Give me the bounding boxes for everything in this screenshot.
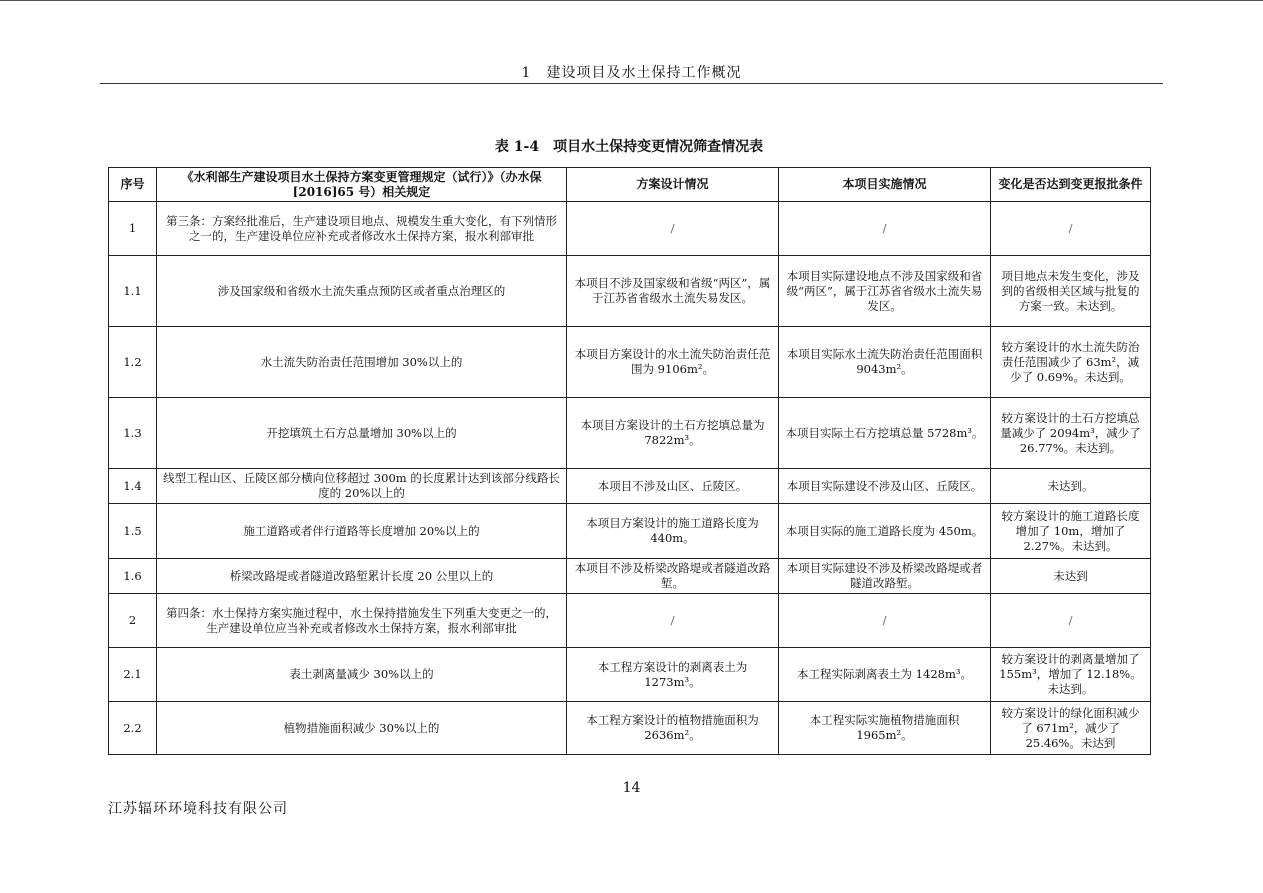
table-header-row — [109, 168, 1151, 202]
row-index-cell: 2 — [109, 594, 157, 648]
row-actual-cell: 本工程实际实施植物措施面积 1965m²。 — [779, 702, 991, 755]
row-condition-cell: 较方案设计的绿化面积减少了 671m²，减少了 25.46%。未达到 — [991, 702, 1151, 755]
screening-table — [108, 167, 1151, 755]
row-design-cell: 本项目不涉及桥梁改路堤或者隧道改路堑。 — [567, 559, 779, 594]
row-actual-cell: 本项目实际建设不涉及山区、丘陵区。 — [779, 469, 991, 504]
row-regulation-cell: 桥梁改路堤或者隧道改路堑累计长度 20 公里以上的 — [157, 559, 567, 594]
row-actual-cell: 本项目实际建设不涉及桥梁改路堤或者隧道改路堑。 — [779, 559, 991, 594]
row-regulation-cell: 施工道路或者伴行道路等长度增加 20%以上的 — [157, 504, 567, 559]
row-index-cell: 1.4 — [109, 469, 157, 504]
table-row — [109, 648, 1151, 702]
table-row — [109, 202, 1151, 256]
row-actual-cell: 本项目实际的施工道路长度为 450m。 — [779, 504, 991, 559]
row-condition-cell: 未达到。 — [991, 469, 1151, 504]
row-regulation-cell: 水土流失防治责任范围增加 30%以上的 — [157, 327, 567, 398]
row-condition-cell: 项目地点未发生变化，涉及到的省级相关区域与批复的方案一致。未达到。 — [991, 256, 1151, 327]
row-regulation-cell: 涉及国家级和省级水土流失重点预防区或者重点治理区的 — [157, 256, 567, 327]
table-row — [109, 559, 1151, 594]
table-caption: 表 1-4 项目水土保持变更情况筛查情况表 — [494, 139, 764, 155]
row-regulation-cell: 植物措施面积减少 30%以上的 — [157, 702, 567, 755]
row-condition-cell: 较方案设计的剥离量增加了 155m³，增加了 12.18%。未达到。 — [991, 648, 1151, 702]
row-actual-cell: 本项目实际水土流失防治责任范围面积 9043m²。 — [779, 327, 991, 398]
row-condition-cell: / — [991, 202, 1151, 256]
table-row — [109, 469, 1151, 504]
table-row — [109, 398, 1151, 469]
row-regulation-cell: 线型工程山区、丘陵区部分横向位移超过 300m 的长度累计达到该部分线路长度的 20%以上的 — [157, 469, 567, 504]
row-index-cell: 1.5 — [109, 504, 157, 559]
row-design-cell: / — [567, 202, 779, 256]
table-row — [109, 504, 1151, 559]
row-actual-cell: 本项目实际土石方挖填总量 5728m³。 — [779, 398, 991, 469]
col-header-condition: 变化是否达到变更报批条件 — [991, 168, 1151, 202]
col-header-actual: 本项目实施情况 — [779, 168, 991, 202]
table-row — [109, 702, 1151, 755]
row-actual-cell: 本项目实际建设地点不涉及国家级和省级“两区”，属于江苏省省级水土流失易发区。 — [779, 256, 991, 327]
row-condition-cell: / — [991, 594, 1151, 648]
row-regulation-cell: 表土剥离量减少 30%以上的 — [157, 648, 567, 702]
row-index-cell: 1.6 — [109, 559, 157, 594]
row-condition-cell: 较方案设计的土石方挖填总量减少了 2094m³，减少了 26.77%。未达到。 — [991, 398, 1151, 469]
row-regulation-cell: 第三条：方案经批准后，生产建设项目地点、规模发生重大变化，有下列情形之一的，生产建设单位应补充或者修改水土保持方案，报水利部审批 — [157, 202, 567, 256]
row-index-cell: 1.2 — [109, 327, 157, 398]
row-design-cell: 本项目不涉及山区、丘陵区。 — [567, 469, 779, 504]
row-design-cell: 本项目不涉及国家级和省级“两区”，属于江苏省省级水土流失易发区。 — [567, 256, 779, 327]
page-number: 14 — [622, 780, 641, 796]
row-actual-cell: / — [779, 202, 991, 256]
row-index-cell: 2.1 — [109, 648, 157, 702]
row-actual-cell: / — [779, 594, 991, 648]
footer-company: 江苏辐环环境科技有限公司 — [108, 801, 288, 817]
row-index-cell: 2.2 — [109, 702, 157, 755]
row-design-cell: 本工程方案设计的植物措施面积为 2636m²。 — [567, 702, 779, 755]
running-header: 1 建设项目及水土保持工作概况 — [521, 65, 742, 81]
row-condition-cell: 较方案设计的水土流失防治责任范围减少了 63m²，减少了 0.69%。未达到。 — [991, 327, 1151, 398]
row-design-cell: / — [567, 594, 779, 648]
header-rule — [100, 83, 1163, 84]
table-row — [109, 327, 1151, 398]
row-condition-cell: 未达到 — [991, 559, 1151, 594]
table-row — [109, 594, 1151, 648]
top-border-line — [0, 0, 1263, 1]
row-regulation-cell: 第四条：水土保持方案实施过程中，水土保持措施发生下列重大变更之一的，生产建设单位应当补充或者修改水土保持方案，报水利部审批 — [157, 594, 567, 648]
col-header-regulation: 《水利部生产建设项目水土保持方案变更管理规定（试行）》（办水保[2016]65 号）相关规定 — [157, 168, 567, 202]
row-condition-cell: 较方案设计的施工道路长度增加了 10m，增加了 2.27%。未达到。 — [991, 504, 1151, 559]
row-design-cell: 本项目方案设计的土石方挖填总量为 7822m³。 — [567, 398, 779, 469]
row-regulation-cell: 开挖填筑土石方总量增加 30%以上的 — [157, 398, 567, 469]
row-index-cell: 1 — [109, 202, 157, 256]
row-index-cell: 1.3 — [109, 398, 157, 469]
table-row — [109, 256, 1151, 327]
row-design-cell: 本项目方案设计的水土流失防治责任范围为 9106m²。 — [567, 327, 779, 398]
row-design-cell: 本项目方案设计的施工道路长度为 440m。 — [567, 504, 779, 559]
row-design-cell: 本工程方案设计的剥离表土为 1273m³。 — [567, 648, 779, 702]
col-header-design: 方案设计情况 — [567, 168, 779, 202]
col-header-index: 序号 — [109, 168, 157, 202]
row-index-cell: 1.1 — [109, 256, 157, 327]
row-actual-cell: 本工程实际剥离表土为 1428m³。 — [779, 648, 991, 702]
